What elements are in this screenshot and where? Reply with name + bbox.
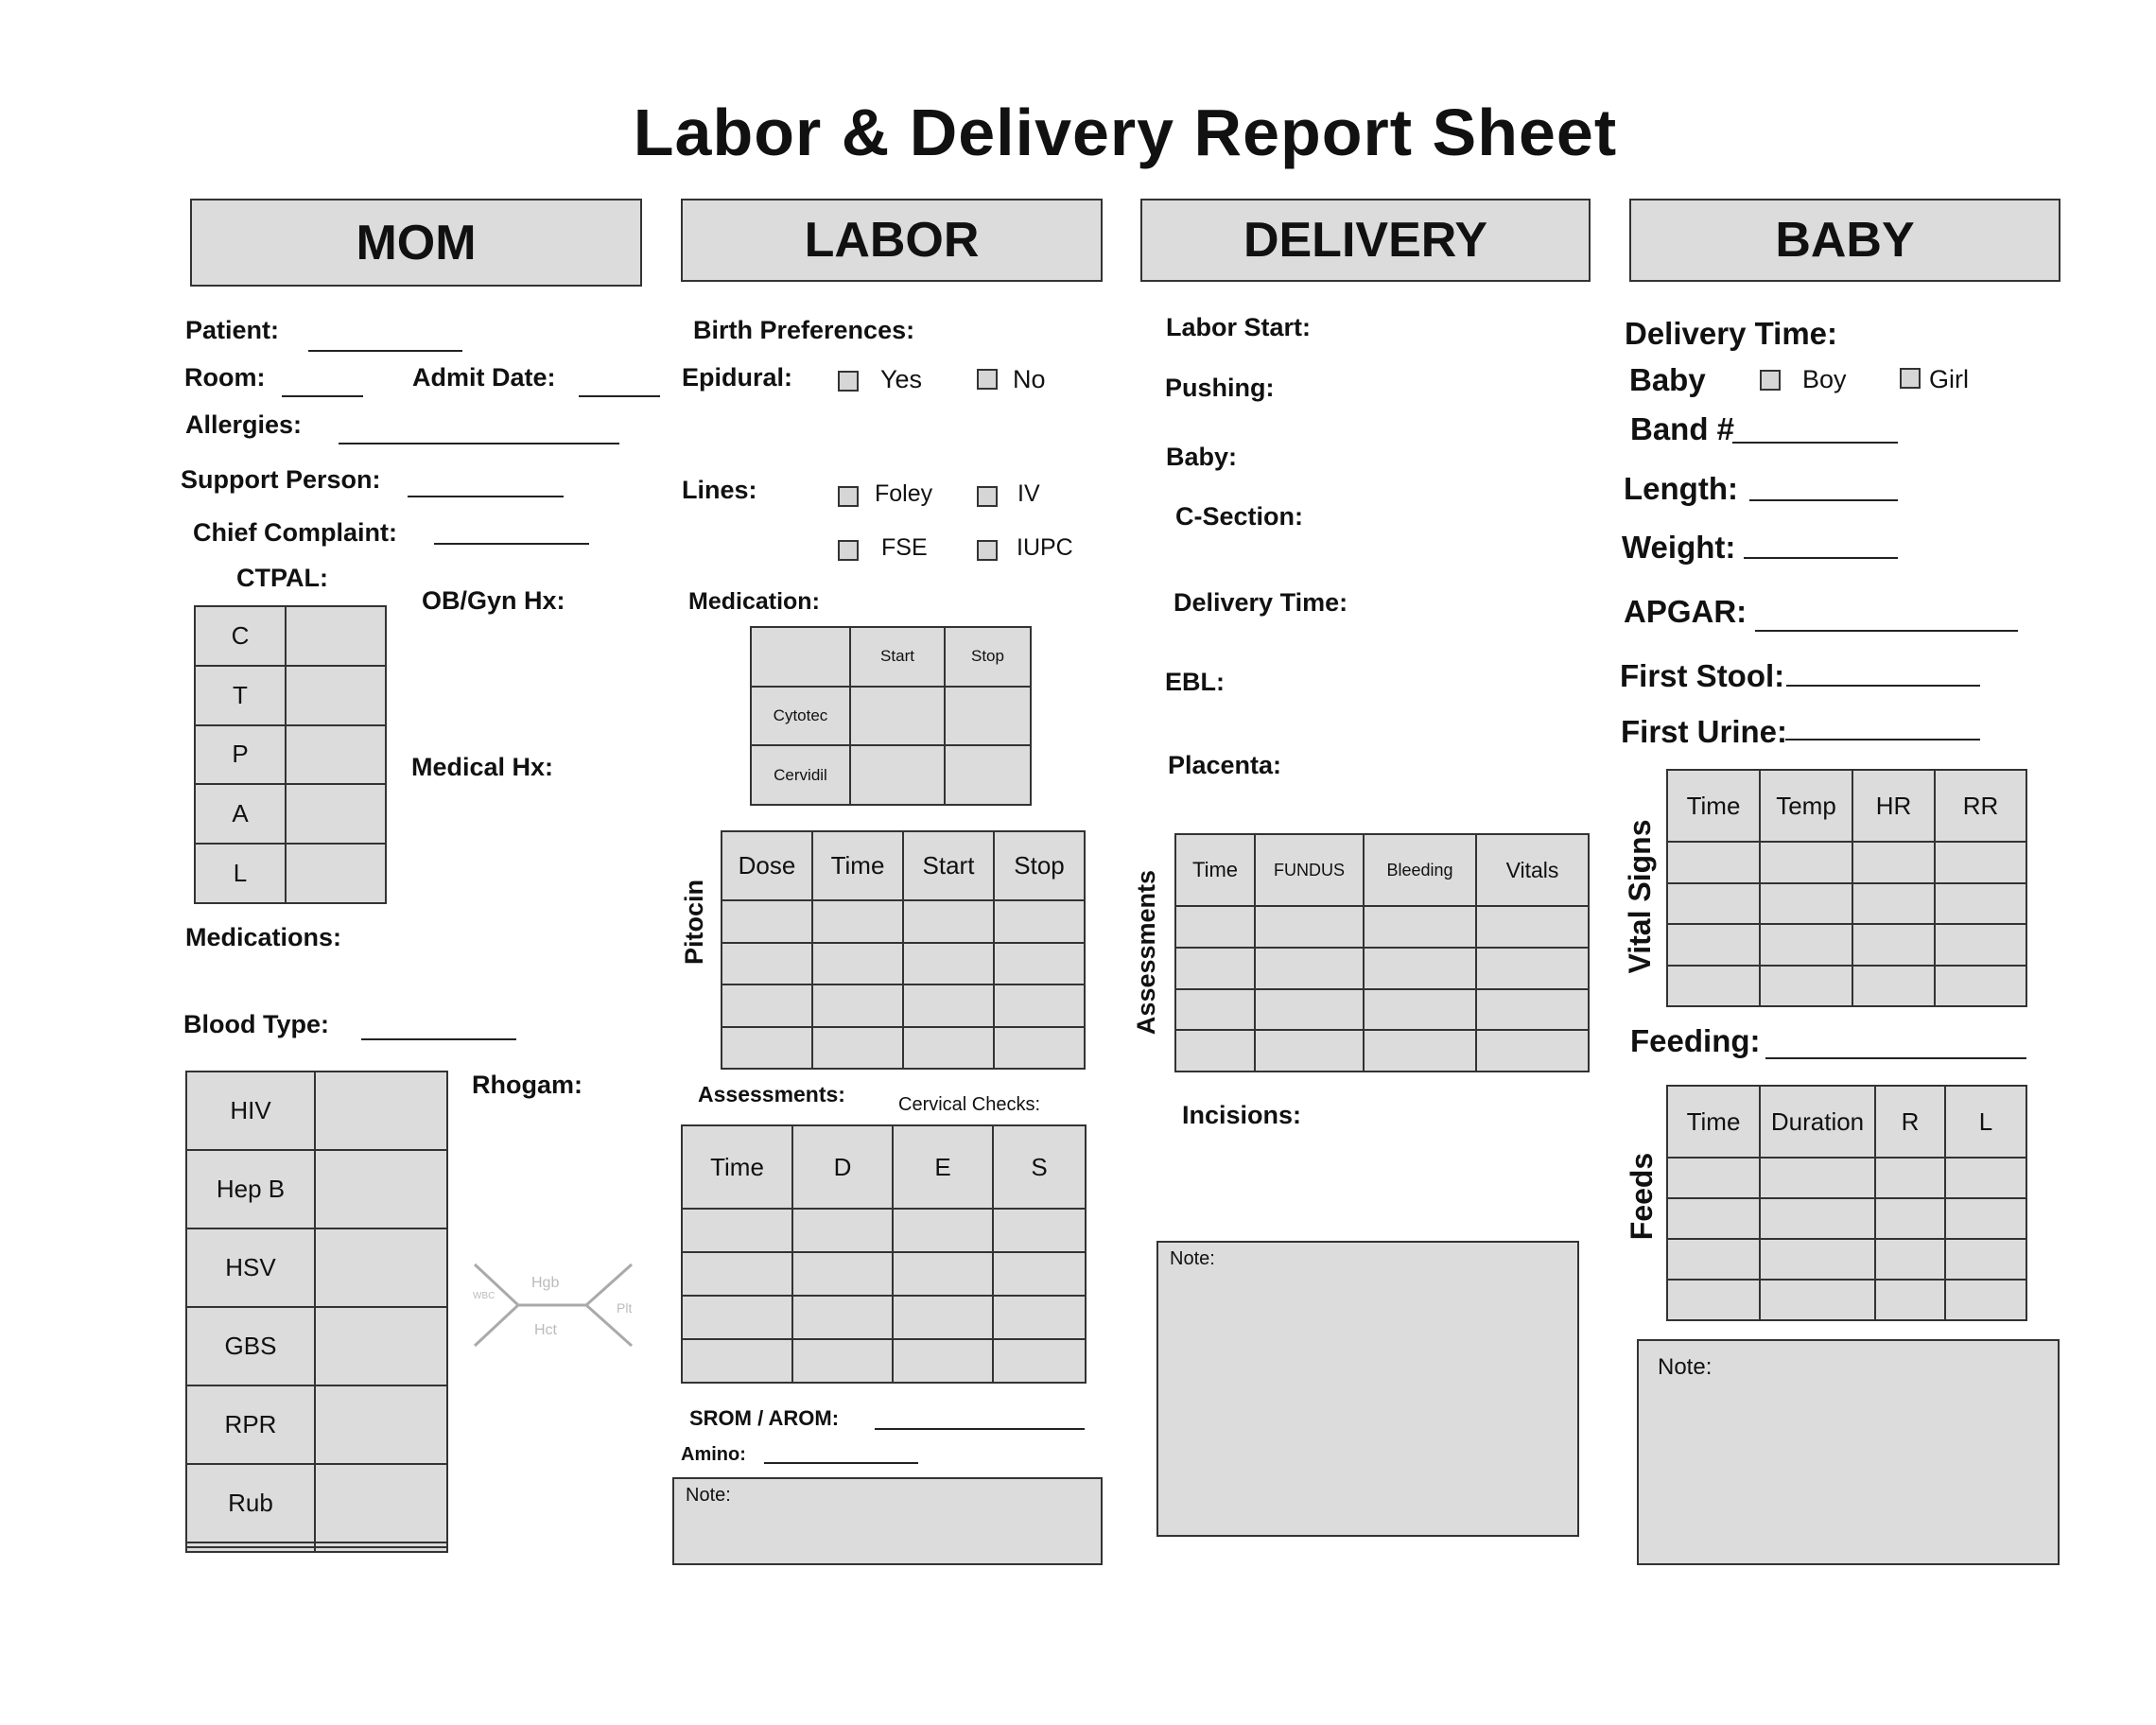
feed-cell[interactable] (1945, 1280, 2026, 1320)
lab-label: HSV (186, 1228, 315, 1307)
feed-cell[interactable] (1760, 1239, 1875, 1280)
delivery-assess-cell[interactable] (1175, 989, 1255, 1031)
pitocin-header: Start (903, 831, 994, 900)
cervical-cell[interactable] (993, 1296, 1086, 1339)
vital-cell[interactable] (1667, 924, 1760, 966)
assessments-label: Assessments: (698, 1082, 845, 1106)
medication-cell[interactable] (850, 745, 945, 805)
pitocin-cell[interactable] (903, 900, 994, 943)
delivery-assess-header: FUNDUS (1255, 834, 1364, 906)
cervical-cell[interactable] (993, 1209, 1086, 1252)
blood-type-field[interactable] (361, 1038, 516, 1040)
length-field[interactable] (1749, 499, 1898, 501)
obgyn-hx-label: OB/Gyn Hx: (422, 586, 565, 615)
chief-complaint-field[interactable] (434, 543, 589, 545)
delivery-assess-header: Bleeding (1364, 834, 1476, 906)
delivery-assess-cell[interactable] (1255, 906, 1364, 948)
lab-label: Rub (186, 1464, 315, 1542)
vital-header: Temp (1760, 770, 1852, 842)
pitocin-cell[interactable] (903, 1027, 994, 1070)
cervical-cell[interactable] (893, 1252, 993, 1296)
admit-date-label: Admit Date: (412, 363, 556, 392)
vital-cell[interactable] (1667, 842, 1760, 883)
ebl-label: EBL: (1165, 668, 1225, 696)
feeding-field[interactable] (1765, 1057, 2026, 1059)
blood-type-label: Blood Type: (183, 1010, 329, 1038)
pitocin-header: Stop (994, 831, 1085, 900)
feeding-label: Feeding: (1630, 1023, 1761, 1058)
support-person-field[interactable] (408, 496, 564, 497)
lab-value-cell[interactable] (315, 1464, 447, 1542)
feed-header: R (1875, 1086, 1945, 1158)
pitocin-cell[interactable] (812, 1027, 903, 1070)
ctpal-row-label: L (195, 844, 286, 903)
page-title: Labor & Delivery Report Sheet (633, 96, 1618, 169)
feed-header: L (1945, 1086, 2026, 1158)
cervical-cell[interactable] (893, 1296, 993, 1339)
cervical-header: S (993, 1125, 1086, 1209)
feeds-table (1666, 1085, 2027, 1321)
delivery-assess-cell[interactable] (1175, 906, 1255, 948)
lab-label: GBS (186, 1307, 315, 1385)
cervical-header: E (893, 1125, 993, 1209)
feeds-label: Feeds (1625, 1152, 1659, 1241)
delivery-assessments-table (1174, 833, 1590, 1072)
cervical-cell[interactable] (682, 1296, 792, 1339)
cervical-cell[interactable] (993, 1252, 1086, 1296)
vital-cell[interactable] (1760, 924, 1852, 966)
cervical-cell[interactable] (792, 1209, 893, 1252)
epidural-no-label: No (1013, 365, 1046, 393)
vital-cell[interactable] (1760, 966, 1852, 1007)
amino-label: Amino: (681, 1444, 746, 1465)
delivery-assess-cell[interactable] (1255, 948, 1364, 989)
first-stool-field[interactable] (1786, 685, 1980, 687)
delivery-time-label: Delivery Time: (1174, 588, 1348, 617)
vital-signs-table (1666, 769, 2027, 1007)
labor-note-box[interactable] (672, 1477, 1103, 1565)
vital-cell[interactable] (1852, 966, 1935, 1007)
iupc-checkbox[interactable] (977, 540, 998, 561)
pitocin-cell[interactable] (812, 900, 903, 943)
delivery-assess-cell[interactable] (1255, 989, 1364, 1031)
delivery-assess-cell[interactable] (1476, 948, 1589, 989)
ctpal-table (194, 605, 387, 904)
feed-cell[interactable] (1875, 1158, 1945, 1198)
vital-cell[interactable] (1667, 966, 1760, 1007)
fishbone-hct: Hct (534, 1322, 557, 1338)
baby-delivery-time-label: Delivery Time: (1625, 316, 1838, 351)
lab-value-cell[interactable] (315, 1072, 447, 1150)
feed-cell[interactable] (1945, 1198, 2026, 1239)
weight-field[interactable] (1744, 557, 1898, 559)
vital-cell[interactable] (1935, 966, 2026, 1007)
delivery-assess-cell[interactable] (1364, 906, 1476, 948)
feed-cell[interactable] (1875, 1198, 1945, 1239)
medication-label: Medication: (688, 588, 820, 615)
lab-value-cell[interactable] (315, 1307, 447, 1385)
feed-header: Duration (1760, 1086, 1875, 1158)
apgar-label: APGAR: (1624, 594, 1747, 629)
pitocin-label: Pitocin (680, 880, 708, 966)
delivery-assess-cell[interactable] (1175, 1030, 1255, 1072)
girl-checkbox[interactable] (1900, 368, 1921, 389)
medication-cell[interactable] (945, 687, 1031, 746)
delivery-assess-cell[interactable] (1364, 989, 1476, 1031)
cervical-cell[interactable] (993, 1339, 1086, 1383)
cervical-cell[interactable] (792, 1296, 893, 1339)
baby-sex-label: Baby (1629, 362, 1706, 397)
srom-arom-label: SROM / AROM: (689, 1406, 840, 1430)
rhogam-label: Rhogam: (472, 1071, 582, 1099)
amino-field[interactable] (764, 1462, 918, 1464)
delivery-assess-cell[interactable] (1476, 1030, 1589, 1072)
ctpal-cell[interactable] (286, 844, 386, 903)
cervical-cell[interactable] (682, 1339, 792, 1383)
boy-label: Boy (1802, 365, 1847, 393)
ctpal-row-label: C (195, 606, 286, 666)
pitocin-cell[interactable] (994, 943, 1085, 985)
weight-label: Weight: (1622, 530, 1736, 565)
cervical-header: D (792, 1125, 893, 1209)
fishbone-hgb: Hgb (531, 1275, 560, 1291)
first-urine-field[interactable] (1785, 739, 1980, 741)
vital-signs-label: Vital Signs (1623, 819, 1657, 974)
feed-cell[interactable] (1875, 1239, 1945, 1280)
pitocin-cell[interactable] (722, 1027, 812, 1070)
pitocin-table (721, 830, 1086, 1070)
pitocin-cell[interactable] (812, 984, 903, 1027)
vital-cell[interactable] (1852, 883, 1935, 925)
fse-label: FSE (881, 534, 928, 561)
feed-cell[interactable] (1760, 1158, 1875, 1198)
ctpal-row-label: P (195, 725, 286, 785)
delivery-note-label: Note: (1170, 1248, 1215, 1269)
feed-cell[interactable] (1875, 1280, 1945, 1320)
pitocin-cell[interactable] (812, 943, 903, 985)
epidural-yes-label: Yes (880, 365, 923, 393)
patient-field[interactable] (308, 350, 462, 352)
labor-note-label: Note: (686, 1485, 731, 1506)
delivery-assess-cell[interactable] (1476, 906, 1589, 948)
vital-cell[interactable] (1935, 883, 2026, 925)
cervical-checks-label: Cervical Checks: (898, 1094, 1041, 1115)
medications-label: Medications: (185, 923, 342, 951)
vital-cell[interactable] (1852, 842, 1935, 883)
allergies-field[interactable] (339, 443, 619, 444)
vital-cell[interactable] (1760, 842, 1852, 883)
lab-value-cell[interactable] (315, 1547, 447, 1552)
cervical-header: Time (682, 1125, 792, 1209)
lab-label: HIV (186, 1072, 315, 1150)
band-label: Band # (1630, 411, 1735, 446)
delivery-assessments-label: Assessments (1132, 869, 1160, 1036)
birth-preferences-label: Birth Preferences: (693, 316, 915, 344)
vital-cell[interactable] (1760, 883, 1852, 925)
feed-cell[interactable] (1760, 1198, 1875, 1239)
pitocin-cell[interactable] (994, 900, 1085, 943)
pitocin-cell[interactable] (722, 943, 812, 985)
lab-label: Hep B (186, 1150, 315, 1228)
ctpal-row-label: A (195, 784, 286, 844)
iv-label: IV (1017, 480, 1040, 507)
feed-cell[interactable] (1667, 1198, 1760, 1239)
support-person-label: Support Person: (181, 465, 381, 494)
feed-cell[interactable] (1667, 1280, 1760, 1320)
delivery-assess-cell[interactable] (1364, 1030, 1476, 1072)
delivery-assess-cell[interactable] (1476, 989, 1589, 1031)
baby-note-label: Note: (1658, 1354, 1713, 1380)
feed-cell[interactable] (1945, 1239, 2026, 1280)
medical-hx-label: Medical Hx: (411, 753, 554, 781)
pitocin-cell[interactable] (722, 900, 812, 943)
cervical-cell[interactable] (893, 1339, 993, 1383)
labor-start-label: Labor Start: (1166, 313, 1312, 341)
placenta-label: Placenta: (1168, 751, 1282, 779)
pushing-label: Pushing: (1165, 374, 1275, 402)
ctpal-row-label: T (195, 666, 286, 725)
lab-label[interactable] (186, 1547, 315, 1552)
medication-cell[interactable] (945, 745, 1031, 805)
pitocin-cell[interactable] (722, 984, 812, 1027)
iv-checkbox[interactable] (977, 486, 998, 507)
vital-cell[interactable] (1852, 924, 1935, 966)
iupc-label: IUPC (1017, 534, 1073, 561)
srom-arom-field[interactable] (875, 1428, 1085, 1430)
vital-cell[interactable] (1667, 883, 1760, 925)
chief-complaint-label: Chief Complaint: (193, 518, 397, 547)
room-label: Room: (184, 363, 266, 392)
delivery-assess-cell[interactable] (1175, 948, 1255, 989)
labs-table (185, 1071, 448, 1553)
baby-header: BABY (1629, 199, 2060, 282)
epidural-label: Epidural: (682, 363, 793, 392)
ctpal-cell[interactable] (286, 784, 386, 844)
medication-stop-header: Stop (945, 627, 1031, 687)
admit-date-field[interactable] (579, 395, 660, 397)
fishbone-wbc: WBC (473, 1291, 496, 1301)
girl-label: Girl (1929, 365, 1969, 393)
vital-header: HR (1852, 770, 1935, 842)
length-label: Length: (1624, 471, 1738, 506)
cervical-cell[interactable] (682, 1209, 792, 1252)
delivery-assess-header: Vitals (1476, 834, 1589, 906)
mom-header: MOM (190, 199, 642, 287)
pitocin-header: Time (812, 831, 903, 900)
lab-value-cell[interactable] (315, 1228, 447, 1307)
fishbone-line (475, 1305, 518, 1346)
allergies-label: Allergies: (185, 410, 303, 439)
lab-value-cell[interactable] (315, 1385, 447, 1464)
feed-cell[interactable] (1667, 1239, 1760, 1280)
lab-value-cell[interactable] (315, 1150, 447, 1228)
vital-cell[interactable] (1935, 924, 2026, 966)
pitocin-cell[interactable] (903, 984, 994, 1027)
foley-label: Foley (875, 480, 933, 507)
delivery-assess-header: Time (1175, 834, 1255, 906)
first-urine-label: First Urine: (1621, 714, 1788, 749)
pitocin-header: Dose (722, 831, 812, 900)
feed-cell[interactable] (1667, 1158, 1760, 1198)
medication-row-label: Cervidil (751, 745, 850, 805)
pitocin-cell[interactable] (903, 943, 994, 985)
medication-table (750, 626, 1032, 806)
foley-checkbox[interactable] (838, 486, 859, 507)
fishbone-line (586, 1264, 632, 1305)
cervical-cell[interactable] (682, 1252, 792, 1296)
vital-header: RR (1935, 770, 2026, 842)
pitocin-cell[interactable] (994, 984, 1085, 1027)
ctpal-label: CTPAL: (236, 564, 328, 592)
medication-row-label: Cytotec (751, 687, 850, 746)
medication-corner-cell (751, 627, 850, 687)
first-stool-label: First Stool: (1620, 658, 1785, 693)
medication-start-header: Start (850, 627, 945, 687)
cervical-checks-table (681, 1124, 1087, 1384)
cbc-fishbone-diagram (463, 1253, 643, 1357)
medication-cell[interactable] (850, 687, 945, 746)
vital-header: Time (1667, 770, 1760, 842)
boy-checkbox[interactable] (1760, 370, 1781, 391)
delivery-assess-cell[interactable] (1364, 948, 1476, 989)
ctpal-cell[interactable] (286, 666, 386, 725)
cervical-cell[interactable] (893, 1209, 993, 1252)
epidural-yes-checkbox[interactable] (838, 371, 859, 392)
feed-cell[interactable] (1760, 1280, 1875, 1320)
delivery-assess-cell[interactable] (1255, 1030, 1364, 1072)
ctpal-cell[interactable] (286, 725, 386, 785)
band-field[interactable] (1732, 442, 1898, 444)
baby-note-box[interactable] (1637, 1339, 2060, 1565)
vital-cell[interactable] (1935, 842, 2026, 883)
cervical-cell[interactable] (792, 1339, 893, 1383)
delivery-baby-label: Baby: (1166, 443, 1238, 471)
ctpal-cell[interactable] (286, 606, 386, 666)
cervical-cell[interactable] (792, 1252, 893, 1296)
lab-label: RPR (186, 1385, 315, 1464)
feed-cell[interactable] (1945, 1158, 2026, 1198)
room-field[interactable] (282, 395, 363, 397)
epidural-no-checkbox[interactable] (977, 369, 998, 390)
labor-header: LABOR (681, 199, 1103, 282)
apgar-field[interactable] (1755, 630, 2018, 632)
fishbone-plt: Plt (617, 1300, 633, 1316)
incisions-label: Incisions: (1182, 1101, 1302, 1129)
patient-label: Patient: (185, 316, 280, 344)
pitocin-cell[interactable] (994, 1027, 1085, 1070)
feed-header: Time (1667, 1086, 1760, 1158)
delivery-header: DELIVERY (1140, 199, 1591, 282)
fse-checkbox[interactable] (838, 540, 859, 561)
c-section-label: C-Section: (1175, 502, 1303, 531)
delivery-note-box[interactable] (1156, 1241, 1579, 1537)
lines-label: Lines: (682, 476, 757, 504)
